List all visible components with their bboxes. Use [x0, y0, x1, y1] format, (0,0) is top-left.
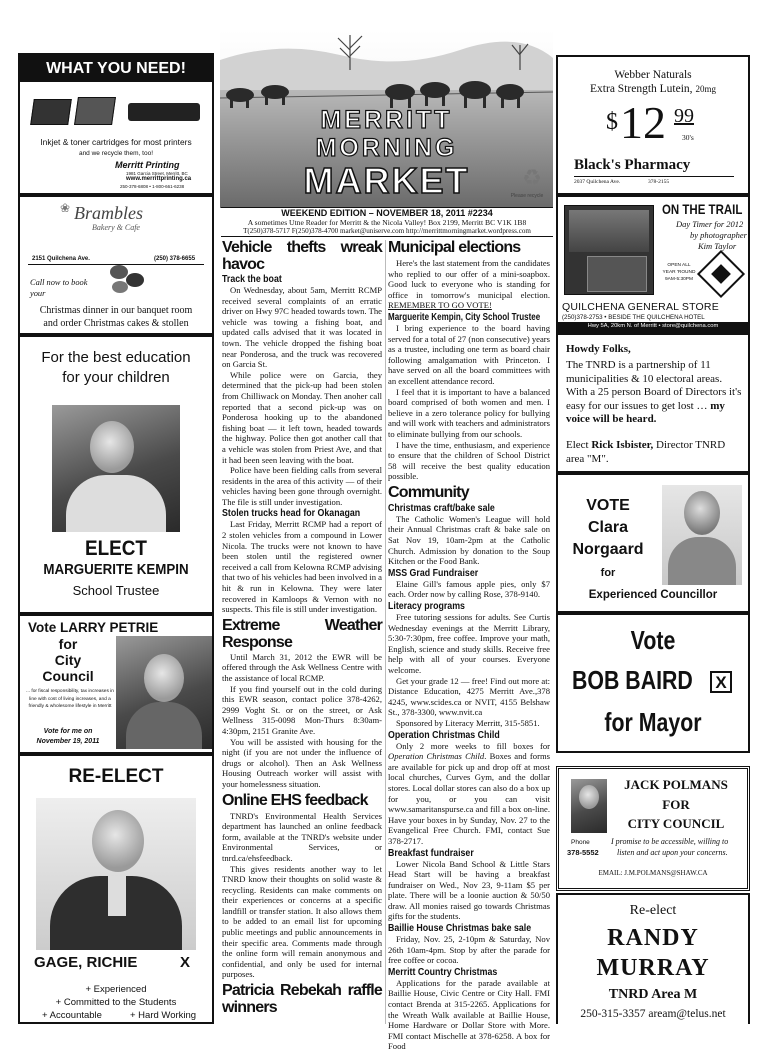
- isbister-body1: The TNRD is a partnership of 11 municipalities & 10 electoral areas. With a 25 person Board of Directors it's easy for our issues to get lost …: [566, 359, 742, 412]
- trail-calendar-photo: [564, 205, 654, 295]
- article-paragraph: Friday, Nov. 25, 2-10pm & Saturday, Nov 26th 10am-4pm. Stop by after the parade for free coffee or cocoa.: [388, 934, 550, 966]
- trail-store: QUILCHENA GENERAL STORE: [562, 301, 719, 313]
- isbister-elect-line: [566, 439, 742, 466]
- ink-cartridges-icon: [32, 95, 202, 131]
- kempin-elect: ELECT: [85, 537, 147, 560]
- printing-phone: 250-378-6808 • 1-800-661-6238: [120, 184, 185, 189]
- masthead: [220, 30, 553, 208]
- article-paragraph: Police have been fielding calls from several residents in the area of this activity — of their vehicles having been gone through overnight. The file is still under investigation.: [222, 465, 382, 507]
- subhead-literacy: Literacy programs: [388, 601, 465, 613]
- edition-line: WEEKEND EDITION – NOVEMBER 18, 2011 #2234: [281, 208, 493, 218]
- article-paragraph: [388, 741, 550, 847]
- baird-vote: Vote: [630, 625, 676, 655]
- column-divider: [385, 240, 386, 1024]
- polmans-ad: [556, 766, 750, 891]
- article-paragraph: Get your grade 12 — free! Find out more at: Distance Education, 4275 Merritt Ave.,378 4245, www.scides.ca or NVIT, 4155 Belshaw St., 378-3300, www.nvit.ca: [388, 675, 550, 718]
- column-1: [222, 237, 382, 1024]
- article-paragraph: Until March 31, 2012 the EWR will be offered through the Ask Wellness Centre with the assistance of local RCMP.: [222, 651, 382, 683]
- headline-vehicle-thefts: Vehicle thefts wreak havoc: [222, 239, 382, 273]
- article-text: Only 2 more weeks to fill boxes for: [396, 740, 550, 751]
- article-paragraph: TNRD's Environmental Health Services department has launched an online feedback form, available at the TNRD's website under Environmental Services, or tnrd.ca/ehsfeedback.: [222, 810, 382, 863]
- petrie-vote: Vote for me on: [43, 728, 93, 735]
- webber-product: Extra Strength Lutein,: [590, 83, 693, 95]
- masthead-line1: MERRITT: [320, 106, 453, 134]
- petrie-small: ... for fiscal responsibility, tax increases in line with cost of living increases, and a friendly & wholesome lifestyle in Merritt: [26, 689, 114, 709]
- webber-store: Black's Pharmacy: [574, 157, 691, 173]
- petrie-date: November 19, 2011: [36, 738, 100, 745]
- trail-phone: (250)378-2753 • BESIDE THE QUILCHENA HOTEL: [562, 314, 705, 321]
- subhead-mss-grad: MSS Grad Fundraiser: [388, 567, 479, 579]
- murray-reelect: Re-elect: [629, 903, 677, 918]
- printing-ad: [18, 53, 214, 195]
- isbister-name: Rick Isbister,: [591, 439, 654, 451]
- webber-phone: 378-2155: [648, 179, 670, 185]
- polmans-promise1: I promise to be accessible, willing to: [611, 837, 729, 846]
- webber-line1: Webber Naturals: [614, 69, 692, 81]
- article-paragraph: I feel that it is important to have a balanced board comprised of both women and men. I believe in a zero tolerance policy for bullying and will work with teachers and administrators to eliminate bullying from our schools.: [388, 386, 550, 439]
- masthead-line3: MARKET: [303, 160, 470, 201]
- printing-brand: Merritt Printing: [115, 160, 180, 170]
- polmans-for: FOR: [662, 797, 690, 812]
- gage-bullet2: + Committed to the Students: [55, 997, 177, 1008]
- brambles-phone: (250) 378-6655: [154, 256, 196, 262]
- gage-bullet3a: + Accountable: [42, 1010, 102, 1021]
- brambles-call: Call now to book your: [30, 278, 88, 298]
- norgaard-last: Norgaard: [572, 541, 644, 558]
- printing-header: WHAT YOU NEED!: [20, 55, 212, 82]
- subhead-country-christmas: Merritt Country Christmas: [388, 966, 498, 978]
- article-paragraph: I have the time, enthusiasm, and experience to ensure that the children of School District 58 will receive the best quality education possible.: [388, 439, 550, 482]
- isbister-body: [566, 359, 742, 427]
- article-paragraph: While police were on Garcia, they determined that the pick-up had been stolen from Chilliwack on Monday. Then anoher call reported that a second pick-up was on Ponderosa hooking up to the abandoned fishing boat — it left town, headed towards the highway. Police then got another call that a vehicle was stolen from Priest Ave, and that it had been seen leaving with the boat.: [222, 369, 382, 465]
- headline-raffle-winners: Patricia Rebekah raffle winners: [222, 982, 382, 1017]
- subhead-breakfast: Breakfast fundraiser: [388, 847, 474, 859]
- murray-ad: [556, 893, 750, 1024]
- norgaard-vote: VOTE: [586, 497, 630, 514]
- headline-municipal-elections: Municipal elections: [388, 239, 521, 256]
- article-emphasis: Operation Christmas Child: [388, 751, 485, 762]
- recycle-icon: ♻: [522, 165, 542, 190]
- trail-sub3: Kim Taylor: [698, 241, 737, 251]
- ballot-x-icon: X: [710, 671, 732, 693]
- isbister-body1b: my voice will be heard.: [566, 399, 725, 425]
- article-paragraph: Free tutoring sessions for adults. See Curtis Wednesday evenings at the Merritt Library, 5:30-7:30pm, free coffee. Improve your math, English, science and study skills. Receive free help with all of your courses. Everyone welcome.: [388, 612, 550, 675]
- kempin-role: School Trustee: [72, 583, 160, 598]
- gage-name: GAGE, RICHIE: [34, 954, 138, 971]
- kempin-line2: for your children: [62, 369, 170, 386]
- brambles-sub: Bakery & Cafe: [92, 223, 140, 232]
- brambles-line2: and order Christmas cakes & stollen: [43, 318, 189, 329]
- headline-ehs-feedback: Online EHS feedback: [222, 791, 368, 809]
- trail-open3: 9AM-5:30PM: [665, 277, 693, 282]
- subhead-craft-sale: Christmas craft/bake sale: [388, 502, 495, 514]
- article-text: . Boxes and forms are available for pick up and drop off at most local churches, Curves Gym, and the dollar stores. Local dollar stores can also do a box up for you, or you can visit www.samaritanspurse.ca and fill a box on-line. Have your boxes in by Sunday, Nov. 27 to the Evangelical Free Church. FMI, contact Sue 378-2717.: [388, 751, 550, 846]
- webber-cents: 99: [674, 105, 694, 127]
- murray-last: MURRAY: [596, 955, 710, 981]
- webber-address: 2037 Quilchena Ave.: [574, 179, 621, 185]
- baird-ad: [556, 613, 750, 753]
- article-paragraph: Last Friday, Merritt RCMP had a report of 2 stolen vehicles from a compound in Lower Nicola. The trucks were not known to have been stolen until the registered owner received a call from Kelowna RCMP advising that two of his vehicles had been involved in a hit & run in Kelowna. They were later recovered in Kamloops & Vernon with no suspects. This file is still under investigation.: [222, 519, 382, 615]
- masthead-info1: A sometimes Utne Reader for Merritt & the Nicola Valley! Box 2199, Merritt BC V1K 1B8: [247, 218, 527, 227]
- norgaard-for: for: [600, 567, 616, 579]
- cookie-decoration: [106, 261, 150, 301]
- webber-dose: 20mg: [695, 84, 716, 94]
- kempin-photo: [52, 405, 180, 532]
- masthead-info2: T(250)378-5717 F(250)378-4700 market@uniserve.com http://merrittmorningmarket.wordpress.com: [243, 227, 531, 235]
- gage-x: X: [180, 954, 191, 971]
- norgaard-photo: [662, 485, 742, 585]
- trail-footer: Hwy 5A, 20km N. of Merritt • store@quilchena.com: [558, 322, 748, 331]
- brambles-ad: [18, 195, 214, 335]
- article-paragraph: [388, 258, 550, 311]
- brambles-name: Brambles: [74, 203, 143, 223]
- petrie-photo: [116, 636, 212, 749]
- kempin-line1: For the best education: [41, 349, 191, 366]
- baird-name: BOB BAIRD: [572, 665, 693, 695]
- brambles-line1: Christmas dinner in our banquet room: [39, 305, 193, 316]
- petrie-line2: for: [58, 636, 78, 652]
- norgaard-role: Experienced Councillor: [588, 589, 718, 601]
- polmans-role: CITY COUNCIL: [627, 816, 725, 831]
- recycle-note: Please recycle: [510, 193, 544, 199]
- polmans-name: JACK POLMANS: [624, 777, 728, 792]
- webber-price: 12: [620, 97, 666, 148]
- subhead-stolen-trucks: Stolen trucks head for Okanagan: [222, 508, 361, 520]
- webber-count: 30's: [682, 133, 694, 142]
- trail-open1: OPEN ALL: [667, 263, 691, 268]
- trail-title: ON THE TRAIL: [662, 201, 743, 217]
- trail-sub2: by photographer: [690, 230, 747, 240]
- subhead-operation-christmas-child: Operation Christmas Child: [388, 729, 500, 741]
- trail-sub1: Day Timer for 2012: [676, 219, 744, 229]
- murray-contact: 250-315-3357 aream@telus.net: [580, 1008, 726, 1020]
- isbister-ad: [556, 333, 750, 473]
- webber-dollar: $: [606, 109, 618, 135]
- gage-reelect: RE-ELECT: [68, 766, 164, 787]
- article-paragraph: Lower Nicola Band School & Little Stars Head Start will be having a breakfast fundraiser on Wed., Nov 23, 9-11am $5 per plate. There will be a loonie auction & 50/50 draw. All monies raised go towards Christmas gifts for the students.: [388, 858, 550, 922]
- printing-small: 1981 Garcia Street, Merritt, BC: [126, 171, 188, 176]
- isbister-elect: Elect: [566, 439, 592, 451]
- subhead-baillie-bake-sale: Baillie House Christmas bake sale: [388, 923, 532, 935]
- masthead-line2: MORNING: [315, 134, 458, 162]
- murray-first: RANDY: [607, 925, 699, 951]
- trail-ad: [556, 195, 750, 333]
- article-paragraph: You will be assisted with housing for the night (if you are not under the influence of drugs or alcohol). Then an Ask Wellness Housing Outreach worker will assist with your homelessness situation.: [222, 736, 382, 789]
- trail-open2: YEAR 'ROUND: [662, 270, 696, 275]
- gage-bullet1: + Experienced: [85, 984, 147, 995]
- article-paragraph: If you find yourself out in the cold during this EWR season, contact police 378-4262, 2999 Voght St. or on the street, or Ask Wellness 315-0098 Mon-Thurs 8:30am-4:30pm, 2151 Granite Ave.: [222, 683, 382, 736]
- subhead-track-boat: Track the boat: [222, 274, 282, 285]
- petrie-line3: City: [54, 652, 82, 668]
- article-paragraph: Elaine Gill's famous apple pies, only $7 each. Order now by calling Rose, 378-9140.: [388, 578, 550, 600]
- norgaard-first: Clara: [587, 519, 629, 536]
- headline-community: Community: [388, 483, 469, 501]
- kempin-name: MARGUERITE KEMPIN: [43, 562, 189, 578]
- article-paragraph: This gives residents another way to let TNRD know their thoughts on solid waste & recycling. Residents can make comments on their experiences or concerns at a specific landfill or transfer station. It also allows them to be added to an email list for upcoming public meetings and public announcements in their specific area. Comments made through the online form will remain anonymous and confidential, and only be used for internal purposes.: [222, 863, 382, 980]
- polmans-email: EMAIL: J.M.POLMANS@SHAW.CA: [598, 869, 708, 877]
- printing-line1: Inkjet & toner cartridges for most printers: [40, 137, 192, 147]
- baird-role: for Mayor: [604, 707, 702, 737]
- webber-ad: [556, 55, 750, 195]
- article-paragraph: I bring experience to the board having served for a total of 27 (non consecutive) years as a trustee, including one term as board chair following amalgamation with Princeton. I have served on all the board committees with an excellent attendance record.: [388, 322, 550, 386]
- floral-decoration: ❀: [60, 201, 71, 215]
- article-paragraph: The Catholic Women's League will hold their Annual Christmas craft & bake sale on Sat Nov 19, 10am-2pm at the Catholic Church. Admission by donation to the Soup Kitchen or the Food Bank.: [388, 513, 550, 567]
- webber-line2: [558, 83, 748, 95]
- printing-line2: and we recycle them, too!: [78, 150, 154, 157]
- polmans-phone-label: Phone: [571, 839, 590, 846]
- printing-url: www.merrittprinting.ca: [126, 176, 192, 182]
- article-paragraph: On Wednesday, about 5am, Merritt RCMP received several complaints of an erratic driver on Hwy 97C headed towards town. The vehicle was towing a fishing boat, and updated calls advised that it was located in town. The vehicle dropped the fishing boat near Ponderosa, and the truck was recovered on Garcia St.: [222, 285, 382, 370]
- murray-role: TNRD Area M: [608, 987, 698, 1002]
- column-2: [388, 237, 550, 1052]
- webber-rule: [574, 176, 734, 177]
- gage-photo: [36, 798, 196, 950]
- brambles-address: 2151 Quilchena Ave.: [32, 256, 90, 262]
- isbister-greet: Howdy Folks,: [566, 343, 631, 355]
- polmans-photo: [571, 779, 607, 833]
- gage-bullet3b: + Hard Working: [130, 1010, 197, 1021]
- norgaard-ad: [556, 473, 750, 613]
- gage-ad: [18, 754, 214, 1024]
- polmans-promise2: listen and act upon your concerns.: [617, 848, 728, 857]
- article-paragraph: Applications for the parade available at Baillie House, Civic Centre or City Hall. FMI contact Brenda at 315-2265. Applications for the Wreath Walk available at Baillie House, Home Hardware or Dollar Store with More. FMI contact Mischelle at 378-6258. A box for Food: [388, 977, 550, 1052]
- article-text: Here's the last statement from the candidates who replied to our offer of a mini-soapbox. Good luck to everyone who is standing for office in tomorrow's municipal election.: [388, 258, 550, 300]
- subhead-kempin: Marguerite Kempin, City School Trustee: [388, 311, 541, 323]
- store-logo: [697, 250, 745, 298]
- kempin-ad: [18, 335, 214, 614]
- isbister-role: Director TNRD area "M".: [566, 439, 726, 465]
- petrie-line4: Council: [42, 668, 94, 684]
- vote-reminder-link: REMEMBER TO GO VOTE!: [388, 300, 492, 311]
- petrie-line1: Vote LARRY PETRIE: [28, 620, 159, 635]
- petrie-ad: [18, 614, 214, 754]
- polmans-phone: 378-5552: [567, 848, 599, 857]
- headline-extreme-weather: Extreme Weather Response: [222, 616, 382, 651]
- article-paragraph: Sponsored by Literacy Merritt, 315-5851.: [396, 717, 540, 728]
